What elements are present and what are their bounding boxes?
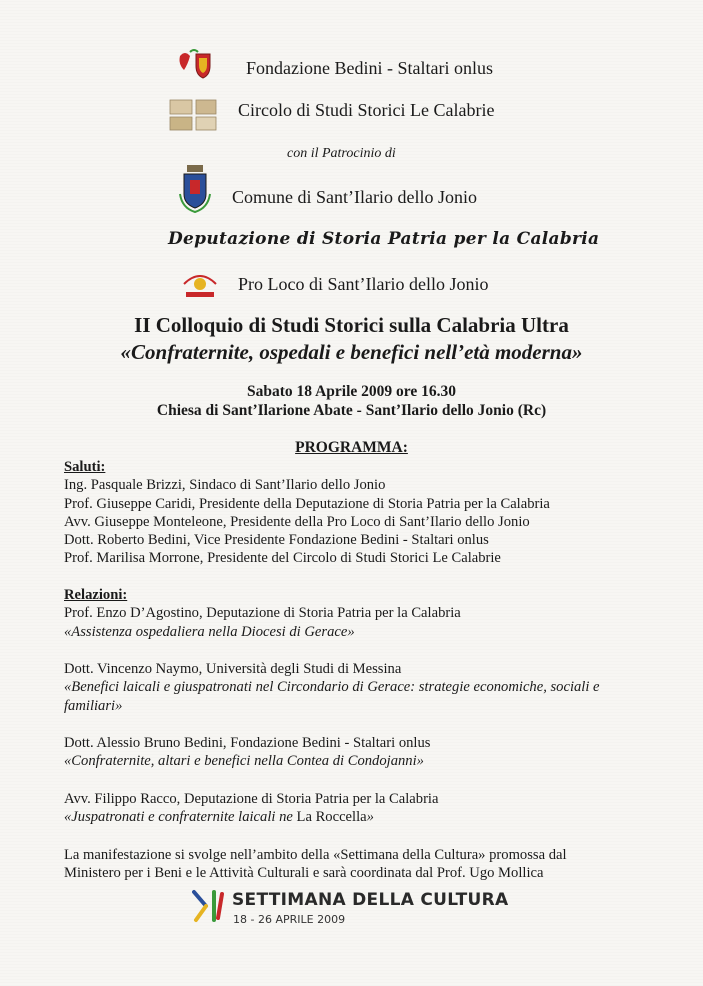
relazioni-section (64, 586, 644, 641)
settimana-title: SETTIMANA DELLA CULTURA (232, 890, 509, 910)
fondazione-name: Fondazione Bedini - Staltari onlus (246, 58, 493, 78)
relazione-talk (64, 808, 644, 826)
relazione-talk: «Assistenza ospedaliera nella Diocesi di Gerace» (64, 623, 355, 640)
comune-name: Comune di Sant’Ilario dello Jonio (232, 187, 477, 207)
closing-line: La manifestazione si svolge nell’ambito della «Settimana della Cultura» promossa dal (64, 847, 567, 863)
relazione-block (64, 660, 644, 715)
settimana-logo-icon (192, 888, 228, 924)
event-subtitle: «Confraternite, ospedali e benefici nell’età moderna» (120, 340, 583, 364)
saluti-item: Prof. Marilisa Morrone, Presidente del Circolo di Studi Storici Le Calabrie (64, 550, 501, 567)
relazioni-label: Relazioni: (64, 587, 128, 603)
relazione-talk: «Confraternite, altari e benefici nella Contea di Condojanni» (64, 753, 424, 770)
proloco-logo-icon (180, 266, 220, 300)
saluti-label: Saluti: (64, 459, 106, 475)
closing-line: Ministero per i Beni e le Attività Culturali e sarà coordinata dal Prof. Ugo Mollica (64, 865, 544, 882)
event-date: Sabato 18 Aprile 2009 ore 16.30 (247, 383, 456, 400)
proloco-name: Pro Loco di Sant’Ilario dello Jonio (238, 274, 489, 294)
saluti-item: Prof. Giuseppe Caridi, Presidente della Deputazione di Storia Patria per la Calabria (64, 495, 550, 512)
relazione-block (64, 790, 644, 827)
programma-heading: PROGRAMMA: (295, 439, 408, 456)
saluti-item: Ing. Pasquale Brizzi, Sindaco di Sant’Ilario dello Jonio (64, 477, 386, 494)
saluti-item: Dott. Roberto Bedini, Vice Presidente Fondazione Bedini - Staltari onlus (64, 532, 489, 549)
comune-crest-icon (176, 164, 214, 214)
relazione-block (64, 734, 644, 771)
relazione-speaker: Dott. Alessio Bruno Bedini, Fondazione Bedini - Staltari onlus (64, 735, 431, 751)
relazione-speaker: Prof. Enzo D’Agostino, Deputazione di Storia Patria per la Calabria (64, 605, 461, 622)
fondazione-logo-icon (176, 48, 214, 80)
talk-suffix: » (366, 809, 374, 826)
closing-note (64, 846, 644, 883)
event-title: II Colloquio di Studi Storici sulla Calabria Ultra (134, 313, 569, 337)
patrocinio-label: con il Patrocinio di (287, 146, 396, 161)
relazione-talk: «Benefici laicali e giuspatronati nel Circondario di Gerace: strategie economiche, sociali e familiari» (64, 679, 600, 714)
relazione-speaker: Avv. Filippo Racco, Deputazione di Storia Patria per la Calabria (64, 791, 439, 807)
circolo-logo-icon (168, 98, 220, 132)
relazione-speaker: Dott. Vincenzo Naymo, Università degli Studi di Messina (64, 661, 402, 677)
talk-title: La Roccella (296, 809, 367, 826)
event-venue: Chiesa di Sant’Ilarione Abate - Sant’Ilario dello Jonio (Rc) (156, 402, 547, 419)
saluti-section (64, 458, 644, 568)
deputazione-name: Deputazione di Storia Patria per la Calabria (168, 229, 600, 249)
settimana-dates: 18 - 26 APRILE 2009 (233, 913, 346, 926)
talk-prefix: «Juspatronati e confraternite laicali ne (64, 809, 297, 826)
circolo-name: Circolo di Studi Storici Le Calabrie (238, 100, 495, 120)
saluti-item: Avv. Giuseppe Monteleone, Presidente della Pro Loco di Sant’Ilario dello Jonio (64, 513, 530, 530)
